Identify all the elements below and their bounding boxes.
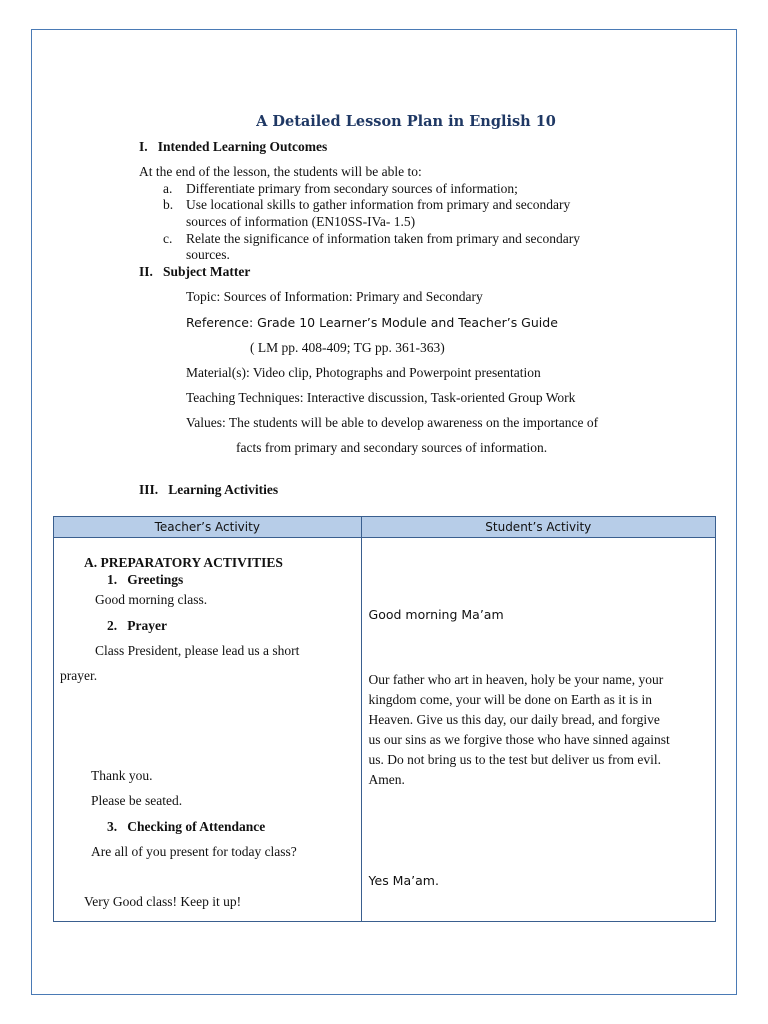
topic-line: Topic: Sources of Information: Primary and Secondary: [186, 289, 483, 304]
thank-you-text: Thank you.: [91, 768, 153, 783]
table-header-row: [54, 517, 716, 538]
attendance-title: Checking of Attendance: [127, 819, 266, 834]
techniques-line: Teaching Techniques: Interactive discussion, Task-oriented Group Work: [186, 390, 576, 405]
section-1-number: I: [139, 139, 145, 154]
attendance-heading: [107, 819, 265, 835]
preparatory-activities-heading: A. PREPARATORY ACTIVITIES: [84, 555, 283, 570]
prayer-line-4: us our sins as we forgive those who have sinned against: [368, 732, 670, 747]
prayer-line-6: Amen.: [368, 772, 405, 787]
section-1-heading: I. Intended Learning Outcomes: [139, 139, 328, 154]
outcome-b-text-2: sources of information (EN10SS-IVa- 1.5): [186, 214, 416, 229]
outcome-a-text: Differentiate primary from secondary sources of information;: [186, 181, 518, 196]
table-row: [54, 538, 716, 922]
materials-line: Material(s): Video clip, Photographs and Powerpoint presentation: [186, 365, 541, 380]
reference-line: Reference: Grade 10 Learner’s Module and Teacher’s Guide: [186, 315, 558, 330]
values-line-2: facts from primary and secondary sources of information.: [236, 440, 548, 455]
outcomes-intro: At the end of the lesson, the students will be able to:: [139, 164, 422, 179]
section-3-title: Learning Activities: [168, 482, 279, 497]
values-line-1: Values: The students will be able to develop awareness on the importance of: [186, 415, 599, 430]
student-activity-header: Student’s Activity: [361, 517, 715, 538]
prayer-line-1: Our father who art in heaven, holy be your name, your: [368, 672, 664, 687]
greetings-heading: [107, 572, 183, 588]
greeting-reply: Good morning Ma’am: [368, 607, 504, 622]
prayer-heading: [107, 618, 167, 634]
section-2-heading: [139, 264, 250, 280]
outcome-c-text-1: Relate the significance of information taken from primary and secondary: [186, 231, 580, 246]
reference-pages: ( LM pp. 408-409; TG pp. 361-363): [250, 340, 445, 355]
greetings-number: 1.: [107, 572, 118, 587]
outcome-a-letter: a.: [163, 181, 173, 196]
section-3-number: III.: [139, 482, 159, 497]
prayer-title: Prayer: [127, 618, 167, 633]
prayer-line-2: kingdom come, your will be done on Earth as it is in: [368, 692, 652, 707]
keep-it-up-text: Very Good class! Keep it up!: [84, 894, 242, 909]
attendance-question: Are all of you present for today class?: [91, 844, 297, 859]
attendance-number: 3.: [107, 819, 118, 834]
section-2-number: II.: [139, 264, 153, 279]
attendance-reply: Yes Ma’am.: [368, 873, 439, 888]
prayer-number: 2.: [107, 618, 118, 633]
section-3-heading: [139, 482, 278, 498]
outcome-b-text-1: Use locational skills to gather information from primary and secondary: [186, 197, 571, 212]
activities-table: [53, 516, 716, 922]
be-seated-text: Please be seated.: [91, 793, 183, 808]
outcome-c-letter: c.: [163, 231, 173, 246]
greeting-text: Good morning class.: [95, 592, 208, 607]
greetings-title: Greetings: [127, 572, 184, 587]
prayer-line-3: Heaven. Give us this day, our daily bread, and forgive: [368, 712, 660, 727]
prayer-request-1: Class President, please lead us a short: [95, 643, 300, 658]
prayer-line-5: us. Do not bring us to the test but deliver us from evil.: [368, 752, 661, 767]
prayer-request-2: prayer.: [60, 668, 98, 683]
page-title: A Detailed Lesson Plan in English 10: [256, 113, 556, 130]
teacher-activity-cell: [54, 538, 362, 922]
teacher-activity-header: Teacher’s Activity: [54, 517, 362, 538]
outcome-c-text-2: sources.: [186, 247, 230, 262]
section-1-title: Intended Learning Outcomes: [157, 139, 328, 154]
section-2-title: Subject Matter: [163, 264, 251, 279]
outcome-b-letter: b.: [163, 197, 174, 212]
student-activity-cell: [361, 538, 715, 922]
